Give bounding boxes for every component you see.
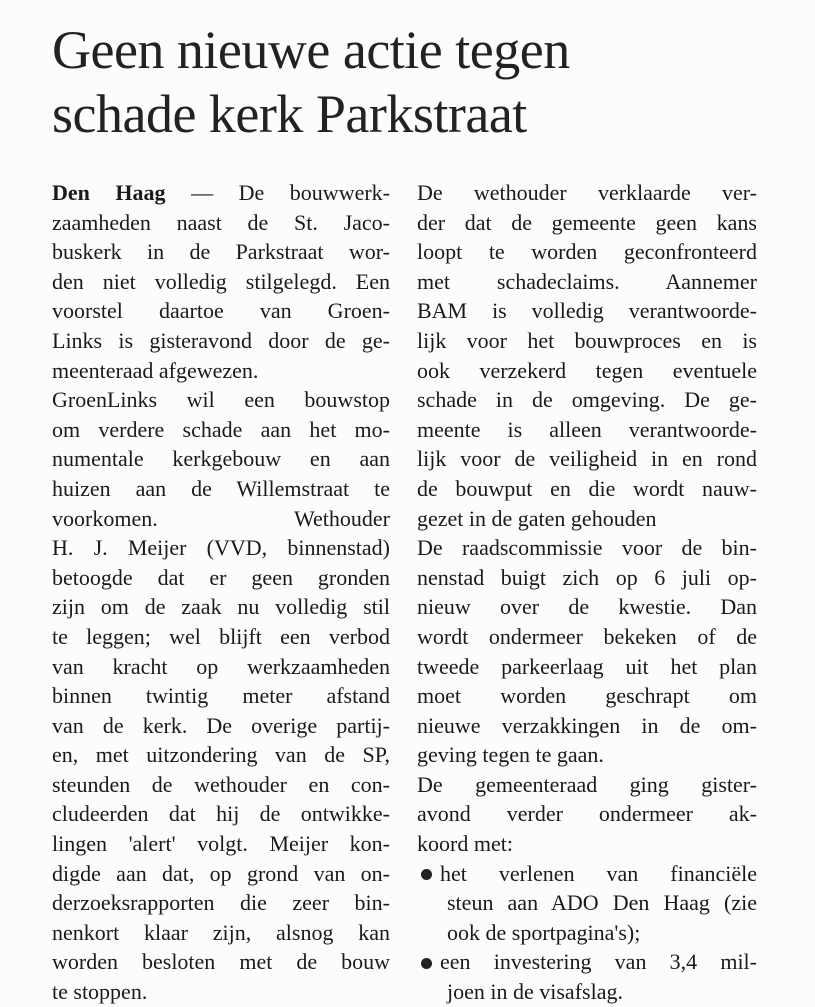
body-line: om verdere schade aan het mo-: [52, 416, 390, 442]
body-line: betoogde dat er geen gronden: [52, 564, 390, 590]
headline: [52, 18, 792, 146]
dateline: Den Haag: [52, 180, 166, 205]
body-line: cludeerden dat hij de ontwikke-: [52, 801, 390, 827]
bullet-dot-icon: [421, 869, 432, 880]
body-line: nieuw over de kwestie. Dan: [417, 594, 757, 620]
body-line: lingen 'alert' volgt. Meijer kon-: [52, 831, 390, 857]
body-line: H. J. Meijer (VVD, binnenstad): [52, 535, 390, 561]
body-line: voorkomen. Wethouder: [52, 505, 390, 531]
left-column: [52, 178, 390, 1007]
bullet-dot-icon: [421, 958, 432, 969]
body-line: van kracht op werkzaamheden: [52, 653, 390, 679]
body-line: worden besloten met de bouw: [52, 949, 390, 975]
body-line: loopt te worden geconfronteerd: [417, 239, 757, 265]
body-line: avond verder ondermeer ak-: [417, 801, 757, 827]
body-line: nenstad buigt zich op 6 juli op-: [417, 564, 757, 590]
body-line: te stoppen.: [52, 979, 148, 1005]
right-column: [417, 178, 757, 1007]
body-line: nieuwe verzakkingen in de om-: [417, 712, 757, 738]
headline-line: Geen nieuwe actie tegen: [52, 20, 570, 80]
body-line: te leggen; wel blijft een verbod: [52, 623, 390, 649]
body-line: schade in de omgeving. De ge-: [417, 387, 757, 413]
body-line: buskerk in de Parkstraat wor-: [52, 239, 390, 265]
body-line: geving tegen te gaan.: [417, 742, 604, 768]
body-line: de bouwput en die wordt nauw-: [417, 475, 757, 501]
body-line: lijk voor de veiligheid in en rond: [417, 446, 757, 472]
body-line: tweede parkeerlaag uit het plan: [417, 653, 757, 679]
body-line: numentale kerkgebouw en aan: [52, 446, 390, 472]
body-line: De wethouder verklaarde ver-: [417, 180, 757, 205]
body-line: van de kerk. De overige partij-: [52, 712, 390, 738]
body-line: zijn om de zaak nu volledig stil: [52, 594, 390, 620]
bullet-item-line: joen in de visafslag.: [447, 979, 623, 1005]
body-line: den niet volledig stilgelegd. Een: [52, 268, 390, 294]
body-line: Den Haag — De bouwwerk-: [52, 180, 390, 205]
body-line: GroenLinks wil een bouwstop: [52, 387, 390, 413]
body-line: nenkort klaar zijn, alsnog kan: [52, 919, 390, 945]
body-line: De gemeenteraad ging gister-: [417, 771, 757, 797]
body-line: binnen twintig meter afstand: [52, 683, 390, 709]
body-line: meente is alleen verantwoorde-: [417, 416, 757, 442]
body-line: wordt ondermeer bekeken of de: [417, 623, 757, 649]
body-line: BAM is volledig verantwoorde-: [417, 298, 757, 324]
body-line: Links is gisteravond door de ge-: [52, 327, 390, 353]
body-line: zaamheden naast de St. Jaco-: [52, 209, 390, 235]
body-line: digde aan dat, op grond van on-: [52, 860, 390, 886]
body-line: huizen aan de Willemstraat te: [52, 475, 390, 501]
body-line: moet worden geschrapt om: [417, 683, 757, 709]
bullet-item-line: steun aan ADO Den Haag (zie: [447, 890, 757, 916]
body-line: lijk voor het bouwproces en is: [417, 327, 757, 353]
body-line: meenteraad afgewezen.: [52, 357, 259, 383]
body-line: gezet in de gaten gehouden: [417, 505, 657, 531]
body-line: De raadscommissie voor de bin-: [417, 535, 757, 561]
body-line: ook verzekerd tegen eventuele: [417, 357, 757, 383]
bullet-item: een investering van 3,4 mil-: [417, 947, 757, 977]
body-line: derzoeksrapporten die zeer bin-: [52, 890, 390, 916]
body-line: koord met:: [417, 831, 513, 857]
body-line: der dat de gemeente geen kans: [417, 209, 757, 235]
body-line: voorstel daartoe van Groen-: [52, 298, 390, 324]
bullet-item-line: ook de sportpagina's);: [447, 919, 641, 945]
body-line: steunden de wethouder en con-: [52, 771, 390, 797]
headline-line: schade kerk Parkstraat: [52, 84, 527, 144]
bullet-item: het verlenen van financiële: [417, 859, 757, 889]
body-line: en, met uitzondering van de SP,: [52, 742, 390, 768]
body-line: met schadeclaims. Aannemer: [417, 268, 757, 294]
